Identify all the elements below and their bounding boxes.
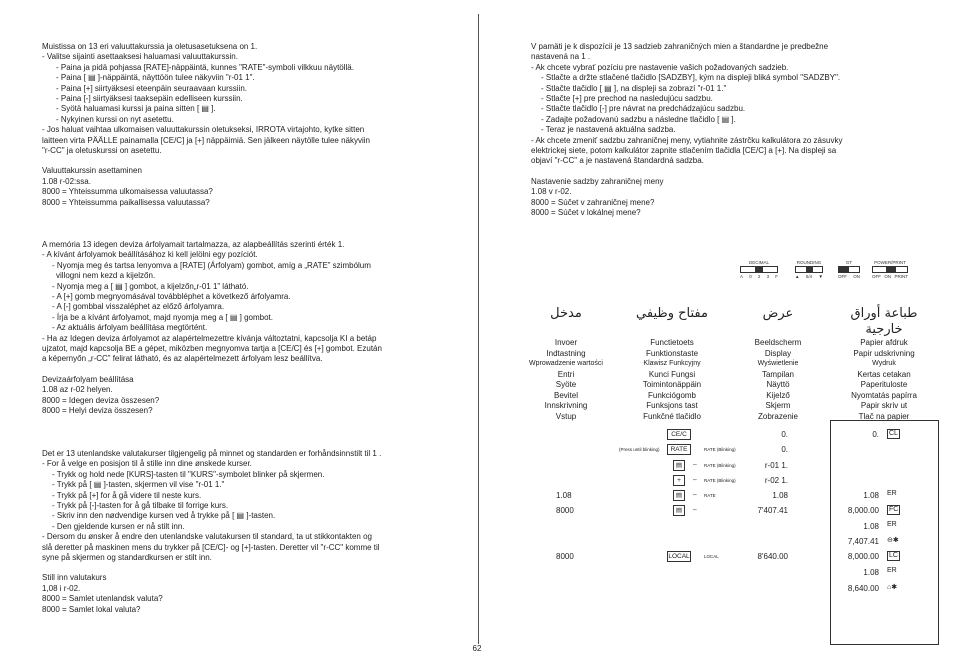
key-rate[interactable]: RATE: [667, 444, 691, 455]
section-hungarian: [42, 240, 382, 417]
paragraph-line: - Skriv inn den nødvendige kursen ved å trykke på [ ▤ ]-tasten.: [52, 511, 276, 521]
tape-symbol: ER: [887, 567, 897, 574]
key-local[interactable]: LOCAL: [668, 553, 690, 560]
paragraph-line: elektrickej siete, potom kalkulátor zapnite stlačením tlačidla [CE/C] a [+]. Na displeji sa: [531, 146, 837, 156]
paragraph-line: - Syötä haluamasi kurssi ja paina sitten [ ▤ ].: [56, 104, 216, 114]
decimal-label: 3: [766, 274, 770, 279]
arrow-icon: ⇔: [692, 477, 698, 483]
tape-value: 1.08: [863, 522, 879, 531]
display-value: 7'407.41: [757, 506, 788, 515]
gt-label: ON: [853, 274, 860, 279]
tape-value: 8,000.00: [847, 552, 879, 561]
paragraph-line: - Ak chcete vybrať pozíciu pre nastavenie vašich požadovaných sadzieb.: [531, 62, 789, 72]
key-equals[interactable]: ▤: [673, 490, 685, 501]
table-cell: Toimintonäppäin: [642, 380, 702, 389]
table-cell: Näyttö: [766, 380, 790, 389]
paragraph-line: - Zadajte požadovanú sadzbu a následne tlačidlo [ ▤ ].: [541, 114, 736, 124]
paragraph-line: 1.08 v r-02.: [531, 187, 572, 197]
table-cell: Kertas cetakan: [857, 369, 911, 379]
paragraph-line: - A [-] gombbal visszaléphet az előző árfolyamra.: [52, 302, 225, 312]
paragraph-line: syne på skjermen og standardkursen er stilt inn.: [42, 553, 212, 563]
paragraph-line: - Nykyinen kurssi on nyt asetettu.: [56, 114, 174, 124]
rounding-title: ROUNDING: [796, 260, 822, 265]
table-cell: Wydruk: [872, 360, 896, 367]
entry-value: 1.08: [556, 491, 572, 500]
section-norwegian: [42, 449, 381, 615]
rounding-label: ▲: [795, 274, 800, 279]
tape-value: 8,640.00: [847, 584, 879, 593]
paragraph-line: - Nyomja meg és tartsa lenyomva a [RATE] (Árfolyam) gombot, amíg a „RATE” szimbólum: [52, 260, 371, 270]
status-note: RATE (Blinking): [704, 463, 736, 468]
table-cell: Bevitel: [553, 390, 578, 400]
paragraph-line: [42, 156, 370, 166]
paragraph-line: 8000 = Idegen deviza összesen?: [42, 395, 160, 405]
power-label: ON: [884, 274, 892, 279]
paragraph-line: 8000 = Súčet v zahraničnej mene?: [531, 197, 655, 207]
table-cell: Invoer: [554, 338, 578, 347]
table-cell: Funksjons tast: [646, 401, 698, 410]
table-cell: Kijelző: [766, 390, 790, 400]
paragraph-line: A memória 13 idegen deviza árfolyamait tartalmazza, az alapbeállítás szerinti érték 1.: [42, 240, 345, 249]
key-equals[interactable]: ▤: [673, 505, 685, 516]
tape-symbol: ⌂✱: [887, 584, 898, 591]
power-title: POWER/PRINT: [874, 260, 906, 265]
rounding-switch: [795, 260, 823, 279]
column-divider: [478, 14, 479, 644]
table-header: طباعة أوراق خارجية: [850, 306, 918, 337]
paragraph-line: 1,08 i r-02.: [42, 583, 81, 593]
paragraph-line: 8000 = Súčet v lokálnej mene?: [531, 208, 641, 218]
table-cell: Zobrazenie: [757, 411, 799, 421]
tape-symbol: ER: [887, 490, 897, 497]
decimal-title: DECIMAL: [748, 260, 769, 265]
table-header: مدخل: [550, 306, 582, 321]
translation-table: [513, 306, 937, 422]
table-cell: Syöte: [555, 380, 577, 389]
press-hint: (Press until blinking): [619, 447, 660, 452]
table-cell: Kunci Fungsi: [648, 369, 696, 379]
gt-label: OFF: [838, 274, 847, 279]
arrow-icon: ⇔: [692, 492, 698, 498]
table-cell: Display: [764, 348, 792, 358]
table-cell: Klawisz Funkcyjny: [643, 360, 701, 367]
paragraph-line: - Trykk på [ ▤ ]-tasten, skjermen vil vise "r-01 1.": [52, 480, 225, 490]
rounding-label: 5/4: [805, 274, 813, 279]
paragraph-line: Det er 13 utenlandske valutakurser tilgjengelig på minnet og standarden er forhåndsinnstilt til 1 .: [42, 449, 382, 458]
paragraph-line: - Stlačte tlačidlo [ ▤ ], na displeji sa zobrazí "r-01 1.": [541, 83, 727, 93]
tape-symbol: CL: [889, 430, 898, 437]
page-number: 62: [472, 644, 482, 653]
paragraph-line: - Paina [-] siirtyäksesi taaksepäin edelliseen kurssiin.: [56, 94, 243, 104]
table-cell: Indtastning: [546, 348, 586, 358]
tape-value: 8,000.00: [847, 506, 879, 515]
paragraph-line: - Paina ja pidä pohjassa [RATE]-näppäintä, kunnes "RATE"-symboli vilkkuu näytöllä.: [56, 62, 354, 72]
paragraph-line: Devizaárfolyam beállítása: [42, 374, 134, 384]
display-value: r-02 1.: [764, 476, 788, 485]
paragraph-line: - Teraz je nastavená aktuálna sadzba.: [541, 125, 676, 135]
paragraph-line: nastavená na 1 .: [531, 52, 591, 62]
section-finnish: [42, 42, 370, 208]
display-value: 0.: [781, 445, 788, 454]
paper-tape: [830, 420, 939, 645]
tape-symbol: FC: [889, 506, 899, 513]
decimal-label: A: [740, 274, 744, 279]
paragraph-line: - A kívánt árfolyamok beállításához ki kell jelölni egy pozíciót.: [42, 250, 258, 260]
key-cec[interactable]: CE/C: [667, 429, 691, 440]
paragraph-line: - For å velge en posisjon til å stille inn dine ønskede kurser.: [42, 459, 252, 469]
display-value: r-01 1.: [764, 461, 788, 470]
paragraph-line: - Stlačte tlačidlo [-] pre návrat na predchádzajúcu sadzbu.: [541, 104, 746, 114]
table-cell: Vstup: [555, 411, 577, 421]
decimal-label: 0: [749, 274, 752, 279]
paragraph-line: 8000 = Samlet lokal valuta?: [42, 604, 141, 614]
paragraph-line: 8000 = Yhteissumma paikallisessa valuutassa?: [42, 197, 210, 207]
paragraph-line: - Den gjeldende kursen er nå stilt inn.: [52, 521, 185, 531]
tape-value: 0.: [872, 430, 879, 439]
paragraph-line: - Ha az Idegen deviza árfolyamot az alapértelmezettre kívánja változtatni, kapcsolja KI a betáp: [42, 333, 377, 343]
power-label: OFF: [872, 274, 881, 279]
status-note: RATE (Blinking): [704, 447, 736, 452]
table-cell: Funktionstaste: [645, 348, 699, 358]
paragraph-line: a képernyőn „r-CC” felirat látható, és az alapértelmezett árfolyam lesz beállítva.: [42, 354, 323, 364]
paragraph-line: 8000 = Samlet utenlandsk valuta?: [42, 594, 163, 604]
decimal-switch: [740, 260, 778, 279]
power-label: PRINT: [894, 274, 908, 279]
paragraph-line: "r-CC" ja oletuskurssi on asetettu.: [42, 146, 162, 156]
table-cell: Entri: [557, 369, 575, 379]
tape-symbol: ER: [887, 521, 897, 528]
decimal-label: F: [775, 274, 778, 279]
display-value: 8'640.00: [757, 552, 788, 561]
table-cell: Papier afdruk: [860, 338, 908, 347]
status-note: LOCAL: [704, 554, 719, 559]
paragraph-line: - Írja be a kívánt árfolyamot, majd nyomja meg a [ ▤ ] gombot.: [52, 312, 273, 322]
table-cell: Funkčné tlačidlo: [643, 411, 701, 421]
paragraph-line: [42, 365, 382, 375]
paragraph-line: - Nyomja meg a [ ▤ ] gombot, a kijelzőn„r-01 1” látható.: [52, 281, 249, 291]
paragraph-line: Muistissa on 13 eri valuuttakurssia ja oletusasetuksena on 1.: [42, 42, 258, 51]
paragraph-line: [42, 563, 381, 573]
table-cell: Tlač na papier: [858, 411, 910, 421]
key-+[interactable]: +: [673, 475, 685, 486]
entry-value: 8000: [556, 552, 574, 561]
tape-symbol: LC: [889, 552, 898, 559]
paragraph-line: [531, 167, 842, 177]
paragraph-line: - Dersom du ønsker å endre den utenlandske valutakursen til standard, ta ut stikkontakten og: [42, 532, 372, 542]
paragraph-line: 8000 = Helyi deviza összesen?: [42, 406, 153, 416]
table-cell: Functietoets: [650, 338, 694, 347]
paragraph-line: Valuuttakurssin asettaminen: [42, 166, 142, 176]
paragraph-line: objaví "r-CC" a je nastavená štandardná sadzba.: [531, 156, 704, 166]
paragraph-line: Still inn valutakurs: [42, 573, 107, 583]
table-cell: Funkciógomb: [647, 390, 697, 400]
paragraph-line: - Trykk og hold nede [KURS]-tasten til "KURS"-symbolet blinker på skjermen.: [52, 469, 325, 479]
paragraph-line: villogni nem kezd a kijelzőn.: [56, 271, 156, 281]
table-cell: Wprowadzenie wartości: [529, 360, 603, 367]
gt-switch: [838, 260, 860, 279]
paragraph-line: V pamäti je k dispozícii je 13 sadzieb zahraničných mien a štandardne je predbežne: [531, 42, 829, 51]
paragraph-line: 1.08 az r-02 helyen.: [42, 385, 113, 395]
status-note: RATE: [704, 493, 716, 498]
paragraph-line: - Jos haluat vaihtaa ulkomaisen valuuttakurssin oletukseksi, IRROTA virtajohto, kytke sitten: [42, 125, 365, 135]
paragraph-line: ujzatot, majd kapcsolja BE a gépet, miközben megnyomva tartja a [CE/C] és [+] gombot. Ezután: [42, 344, 382, 354]
paragraph-line: - Stlačte [+] pre prechod na nasledujúcu sadzbu.: [541, 94, 713, 104]
arrow-icon: ⇔: [692, 462, 698, 468]
status-note: RATE (Blinking): [704, 478, 736, 483]
arrow-icon: ⇔: [692, 507, 698, 513]
display-value: 0.: [781, 430, 788, 439]
table-cell: Tampilan: [761, 369, 794, 379]
table-cell: Wyświetlenie: [757, 360, 799, 367]
table-cell: Innskrivning: [544, 401, 588, 410]
rounding-label: ▼: [818, 274, 823, 279]
paragraph-line: - Paina [ ▤ ]-näppäintä, näyttöön tulee näkyviin "r-01 1".: [56, 73, 255, 83]
table-cell: Papir skriv ut: [860, 401, 908, 410]
entry-value: 8000: [556, 506, 574, 515]
paragraph-line: 8000 = Yhteissumma ulkomaisessa valuutassa?: [42, 187, 213, 197]
section-slovak: [531, 42, 842, 219]
table-cell: Nyomtatás papírra: [851, 390, 917, 400]
paragraph-line: slå deretter på maskinen mens du trykker på [CE/C]- og [+]-tasten. Deretter vil "r-CC" komme til: [42, 542, 380, 552]
table-cell: Beeldscherm: [754, 338, 802, 347]
tape-value: 7,407.41: [847, 537, 879, 546]
table-cell: Papir udskrivning: [853, 348, 915, 358]
table-header: عرض: [762, 306, 794, 321]
paragraph-line: - Trykk på [-]-tasten for å gå tilbake til forrige kurs.: [52, 501, 229, 511]
paragraph-line: - Ak chcete zmeniť sadzbu zahraničnej meny, vytiahnite zástrčku kalkulátora zo zásuvky: [531, 135, 843, 145]
paragraph-line: laitteen virta PÄÄLLE painamalla [CE/C] ja [+] näppäimiä. Sen jälkeen näytölle tulee näkyviin: [42, 135, 370, 145]
gt-title: GT: [845, 260, 853, 265]
paragraph-line: - Trykk på [+] for å gå videre til neste kurs.: [52, 490, 202, 500]
paragraph-line: 1.08 r-02:ssa.: [42, 176, 91, 186]
paragraph-line: - Az aktuális árfolyam beállítása megtörtént.: [52, 323, 208, 333]
table-cell: Paperituloste: [860, 380, 908, 389]
key-equals[interactable]: ▤: [673, 460, 685, 471]
paragraph-line: - Stlačte a držte stlačené tlačidlo [SADZBY], kým na displeji bliká symbol "SADZBY".: [541, 73, 841, 83]
tape-value: 1.08: [863, 491, 879, 500]
power-switch: [872, 260, 908, 279]
paragraph-line: - Paina [+] siirtyäksesi eteenpäin seuraavaan kurssiin.: [56, 83, 247, 93]
paragraph-line: - Valitse sijainti asettaaksesi haluamasi valuuttakurssin.: [42, 52, 238, 62]
table-cell: Skjerm: [765, 401, 791, 410]
display-value: 1.08: [772, 491, 788, 500]
paragraph-line: Nastavenie sadzby zahraničnej meny: [531, 176, 664, 186]
tape-value: 1.08: [863, 568, 879, 577]
tape-symbol: ⊖✱: [887, 537, 899, 544]
decimal-label: 2: [757, 274, 761, 279]
paragraph-line: - A [+] gomb megnyomásával továbbléphet a következő árfolyamra.: [52, 292, 291, 302]
table-header: مفتاح وظيفي: [636, 306, 708, 321]
